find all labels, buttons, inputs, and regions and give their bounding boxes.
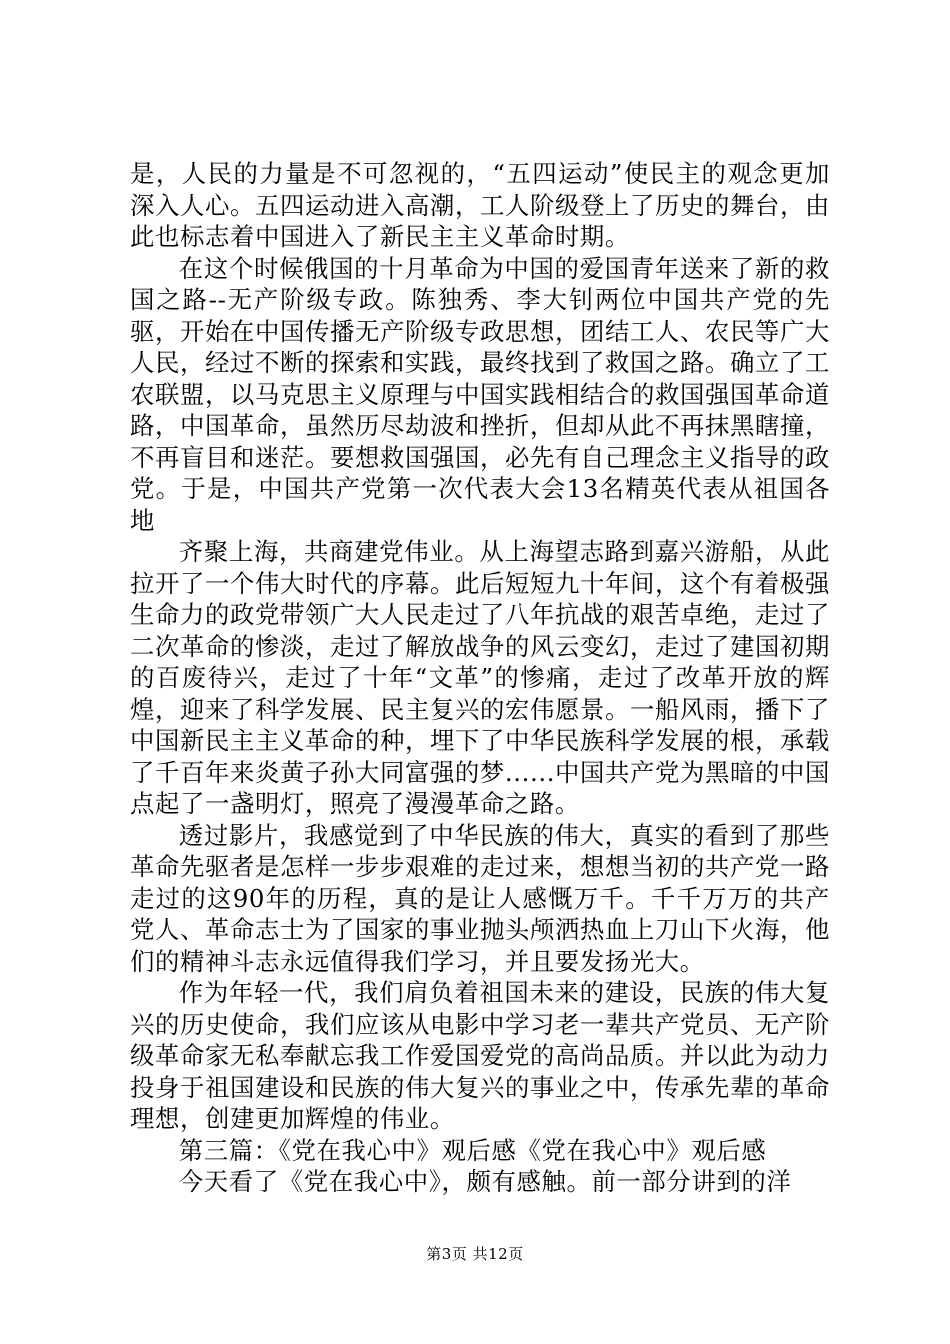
- paragraph-3: 齐聚上海，共商建党伟业。从上海望志路到嘉兴游船，从此拉开了一个伟大时代的序幕。此后短短九十年间，这个有着极强生命力的政党带领广大人民走过了八年抗战的艰苦卓绝，走过了二次革命的惨淡，走过了解放战争的风云变幻，走过了建国初期的百废待兴，走过了十年“文革”的惨痛，走过了改革开放的辉煌，迎来了科学发展、民主复兴的宏伟愿景。一船风雨，播下了中国新民主主义革命的种，埋下了中华民族科学发展的根，承载了千百年来炎黄子孙大同富强的梦......中国共产党为黑暗的中国点起了一盏明灯，照亮了漫漫革命之路。: [130, 537, 830, 818]
- paragraph-2: 在这个时候俄国的十月革命为中国的爱国青年送来了新的救国之路--无产阶级专政。陈独秀、李大钊两位中国共产党的先驱，开始在中国传播无产阶级专政思想，团结工人、农民等广大人民，经过不断的探索和实践，最终找到了救国之路。确立了工农联盟，以马克思主义原理与中国实践相结合的救国强国革命道路，中国革命，虽然历尽劫波和挫折，但却从此不再抹黑瞎撞，不再盲目和迷茫。要想救国强国，必先有自己理念主义指导的政党。于是，中国共产党第一次代表大会13名精英代表从祖国各地: [130, 253, 830, 535]
- section-heading-part-3: 第三篇：《党在我心中》观后感《党在我心中》观后感: [178, 1135, 767, 1165]
- paragraph-5: 作为年轻一代，我们肩负着祖国未来的建设，民族的伟大复兴的历史使命，我们应该从电影中学习老一辈共产党员、无产阶级革命家无私奉献忘我工作爱国爱党的高尚品质。并以此为动力投身于祖国建设和民族的伟大复兴的事业之中，传承先辈的革命理想，创建更加辉煌的伟业。: [130, 978, 830, 1133]
- page-footer: 第3页 共12页: [426, 1245, 524, 1263]
- page-body: [130, 158, 830, 1198]
- paragraph-7: 今天看了《党在我心中》，颇有感触。前一部分讲到的洋: [178, 1167, 792, 1196]
- paragraph-1: 是，人民的力量是不可忽视的，“五四运动”使民主的观念更加深入人心。五四运动进入高潮，工人阶级登上了历史的舞台，由此也标志着中国进入了新民主主义革命时期。: [130, 159, 830, 251]
- paragraph-4: 透过影片，我感觉到了中华民族的伟大，真实的看到了那些革命先驱者是怎样一步步艰难的走过来，想想当初的共产党一路走过的这90年的历程，真的是让人感慨万千。千千万万的共产党人、革命志士为了国家的事业抛头颅洒热血上刀山下火海，他们的精神斗志永远值得我们学习，并且要发扬光大。: [130, 820, 830, 976]
